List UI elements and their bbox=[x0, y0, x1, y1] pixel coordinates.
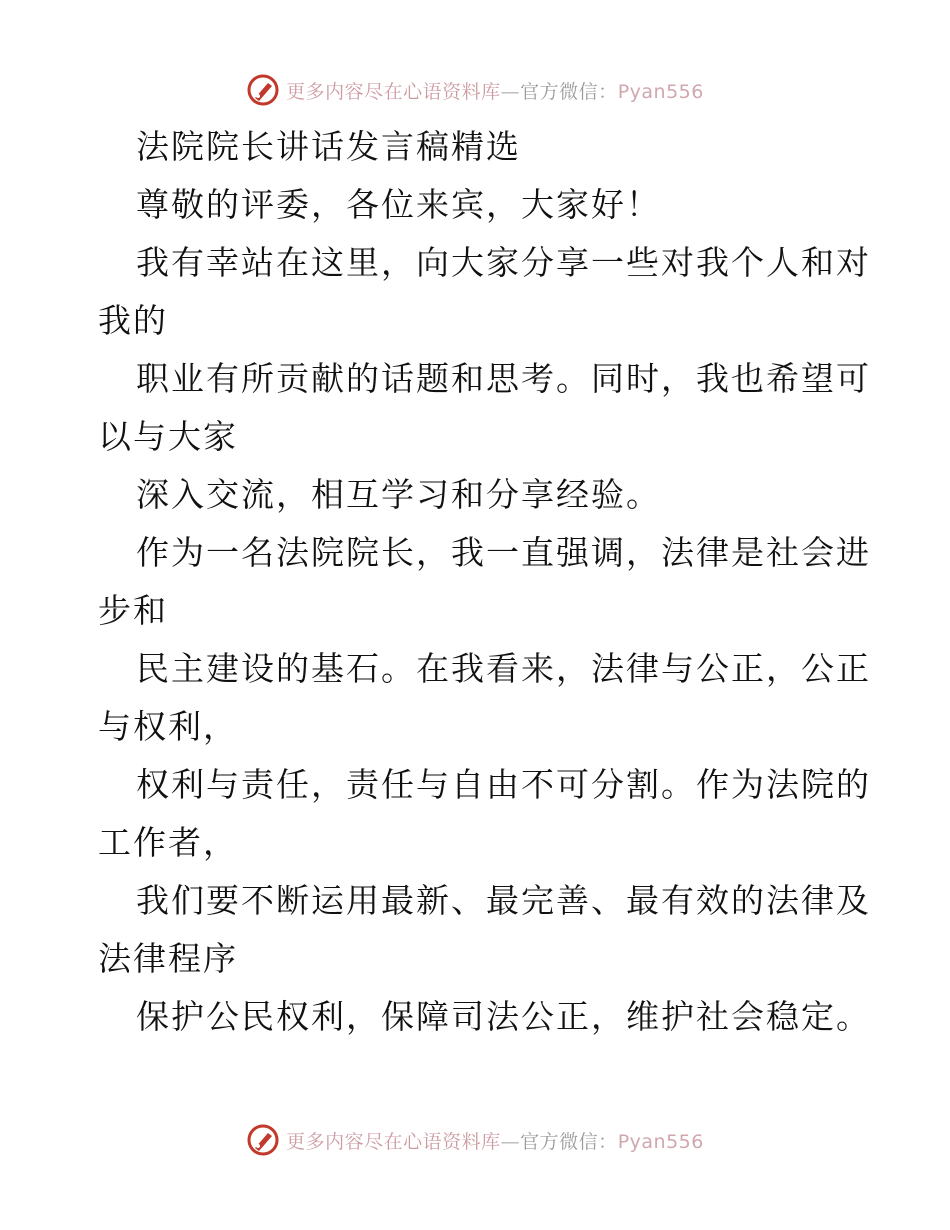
text-line: 我们要不断运用最新、最完善、最有效的法律及 bbox=[136, 881, 871, 920]
text-line: 工作者， bbox=[98, 823, 238, 862]
text-line: 保护公民权利，保障司法公正，维护社会稳定。 bbox=[136, 997, 871, 1036]
header-separator: — bbox=[500, 80, 521, 103]
footer-separator: — bbox=[500, 1130, 521, 1153]
text-line: 民主建设的基石。在我看来，法律与公正，公正 bbox=[136, 649, 871, 688]
footer-banner-text bbox=[286, 1127, 704, 1154]
text-line: 权利与责任，责任与自由不可分割。作为法院的 bbox=[136, 765, 871, 804]
text-line: 与权利， bbox=[98, 707, 238, 746]
text-line: 以与大家 bbox=[98, 417, 238, 456]
text-line: 尊敬的评委，各位来宾，大家好！ bbox=[136, 185, 661, 224]
header-banner bbox=[0, 70, 950, 110]
text-line: 我有幸站在这里，向大家分享一些对我个人和对 bbox=[136, 243, 871, 282]
header-banner-text bbox=[286, 77, 704, 104]
footer-wechat-id: Pyan556 bbox=[617, 1130, 704, 1153]
header-wechat-label: 官方微信： bbox=[520, 80, 618, 103]
footer-site-text: 更多内容尽在心语资料库 bbox=[286, 1130, 501, 1153]
text-line: 法律程序 bbox=[98, 939, 238, 978]
footer-wechat-label: 官方微信： bbox=[520, 1130, 618, 1153]
pen-logo-icon bbox=[246, 1123, 280, 1157]
pen-logo-icon bbox=[246, 73, 280, 107]
header-site-text: 更多内容尽在心语资料库 bbox=[286, 80, 501, 103]
footer-banner bbox=[0, 1120, 950, 1160]
text-line: 深入交流，相互学习和分享经验。 bbox=[136, 475, 661, 514]
document-body bbox=[98, 118, 871, 1046]
text-line: 法院院长讲话发言稿精选 bbox=[136, 127, 521, 166]
header-wechat-id: Pyan556 bbox=[617, 80, 704, 103]
text-line: 作为一名法院院长，我一直强调，法律是社会进 bbox=[136, 533, 871, 572]
text-line: 我的 bbox=[98, 301, 168, 340]
text-line: 步和 bbox=[98, 591, 168, 630]
text-line: 职业有所贡献的话题和思考。同时，我也希望可 bbox=[136, 359, 871, 398]
